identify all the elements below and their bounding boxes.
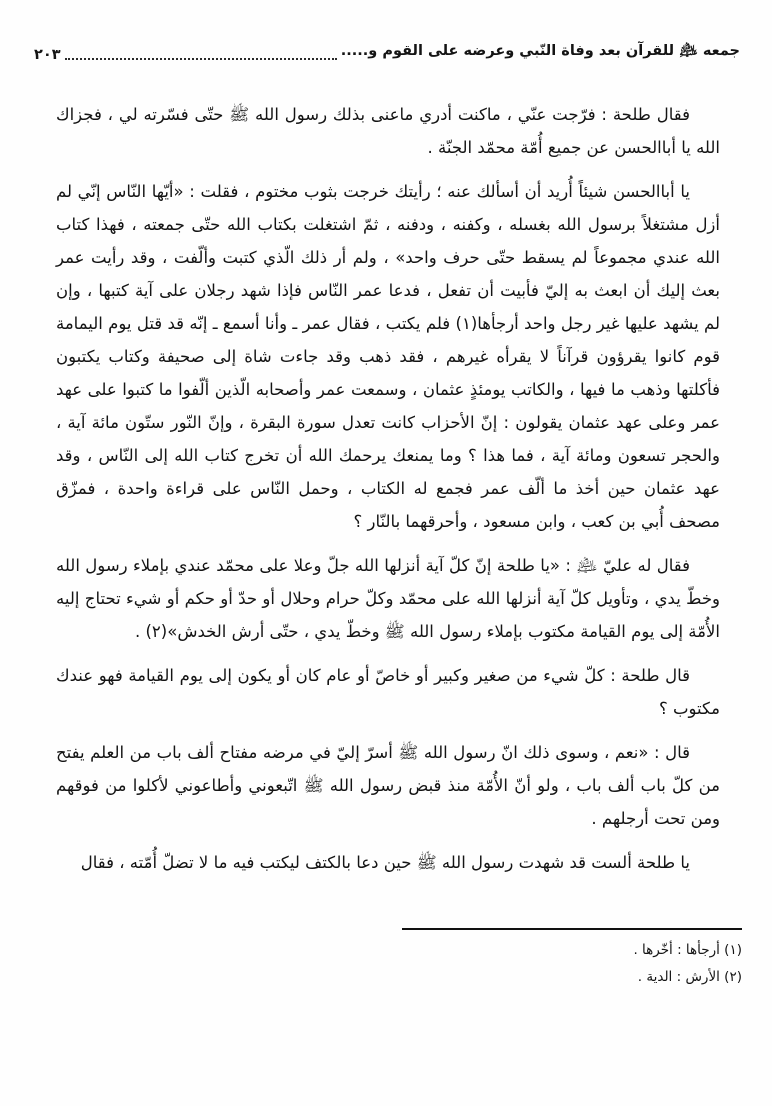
paragraph-talha-followup: قال طلحة : كلّ شيء من صغير وكبير أو خاصّ أو عام كان أو يكون إلى يوم القيامة فهو عندك مكتوب ؟	[56, 666, 720, 718]
paragraph-ali-naam: قال : «نعم ، وسوى ذلك انّ رسول الله ﷺ أسرّ إليّ في مرضه مفتاح ألف باب من العلم يفتح من كلّ باب ألف باب ، ولو أنّ الأُمّة منذ قبض رسول الله ﷺ اتّبعوني وأطاعوني لأكلوا من فوقهم ومن تحت أرجلهم .	[56, 743, 720, 828]
dot-leader	[65, 57, 337, 60]
footnote-1: (١) أرجأها : أخّرها .	[633, 942, 742, 958]
body-text	[56, 98, 720, 890]
running-head-title: جمعه ﵇ للقرآن بعد وفاة النّبي وعرضه على القوم و.....	[340, 43, 740, 59]
page-header	[34, 42, 740, 63]
footnote-separator-rule	[402, 928, 742, 930]
page-number: ٢٠٣	[34, 47, 61, 63]
paragraph-ya-talha: يا طلحة ألست قد شهدت رسول الله ﷺ حين دعا بالكتف ليكتب فيه ما لا تضلّ أُمّته ، فقال	[80, 853, 690, 872]
footnotes	[30, 928, 742, 991]
paragraph-talha-reply: فقال طلحة : فرّجت عنّي ، ماكنت أدري ماعنى بذلك رسول الله ﷺ حتّى فسّرته لي ، فجزاك الله يا أباالحسن عن جميع أُمّة محمّد الجنّة .	[56, 105, 720, 157]
paragraph-talha-question: يا أباالحسن شيئاً أُريد أن أسألك عنه ؛ رأيتك خرجت بثوب مختوم ، فقلت : «أيّها النّاس إنّي لم أزل مشتغلاً برسول الله بغسله ، وكفنه ، ودفنه ، ثمّ اشتغلت بكتاب الله حتّى جمعته ، فهذا كتاب الله عندي مجموعاً لم يسقط حتّى حرف واحد» ، ولم أر ذلك الّذي كتبت وألّفت ، وقد رأيت عمر بعث إليك أن ابعث به إليّ فأبيت أن تفعل ، فدعا عمر النّاس فإذا شهد رجلان على آية كتبها ، وإن لم يشهد عليها غير رجل واحد أرجأها(١) فلم يكتب ، فقال عمر ـ وأنا أسمع ـ إنّه قد قتل يوم اليمامة قوم كانوا يقرؤون قرآناً لا يقرأه غيرهم ، فقد ذهب وقد جاءت شاة إلى صحيفة وكتاب يكتبون فأكلتها وذهب ما فيها ، والكاتب يومئذٍ عثمان ، وسمعت عمر وأصحابه الّذين ألّفوا ما كتبوا على عهد عمر وعلى عهد عثمان يقولون : إنّ الأحزاب كانت تعدل سورة البقرة ، وإنّ النّور ستّون مائة آية ، والحجر تسعون ومائة آية ، فما هذا ؟ وما يمنعك يرحمك الله أن تخرج كتاب الله إلى النّاس ، وقد عهد عثمان حين أخذ ما ألّف عمر فجمع له الكتاب ، وحمل النّاس على قراءة واحدة ، فمزّق مصحف أُبي بن كعب ، وابن مسعود ، وأحرقهما بالنّار ؟	[56, 182, 720, 531]
paragraph-ali-answer: فقال له عليّ ﵇ : «يا طلحة إنّ كلّ آية أنزلها الله جلّ وعلا على محمّد عندي بإملاء رسول الله وخطّ يدي ، وتأويل كلّ آية أنزلها الله على محمّد وكلّ حرام وحلال أو حدّ أو حكم أو شيء تحتاج إليه الأُمّة إلى يوم القيامة مكتوب بإملاء رسول الله ﷺ وخطّ يدي ، حتّى أرش الخدش»(٢) .	[56, 556, 720, 641]
footnote-2: (٢) الأرش : الدية .	[637, 969, 742, 985]
